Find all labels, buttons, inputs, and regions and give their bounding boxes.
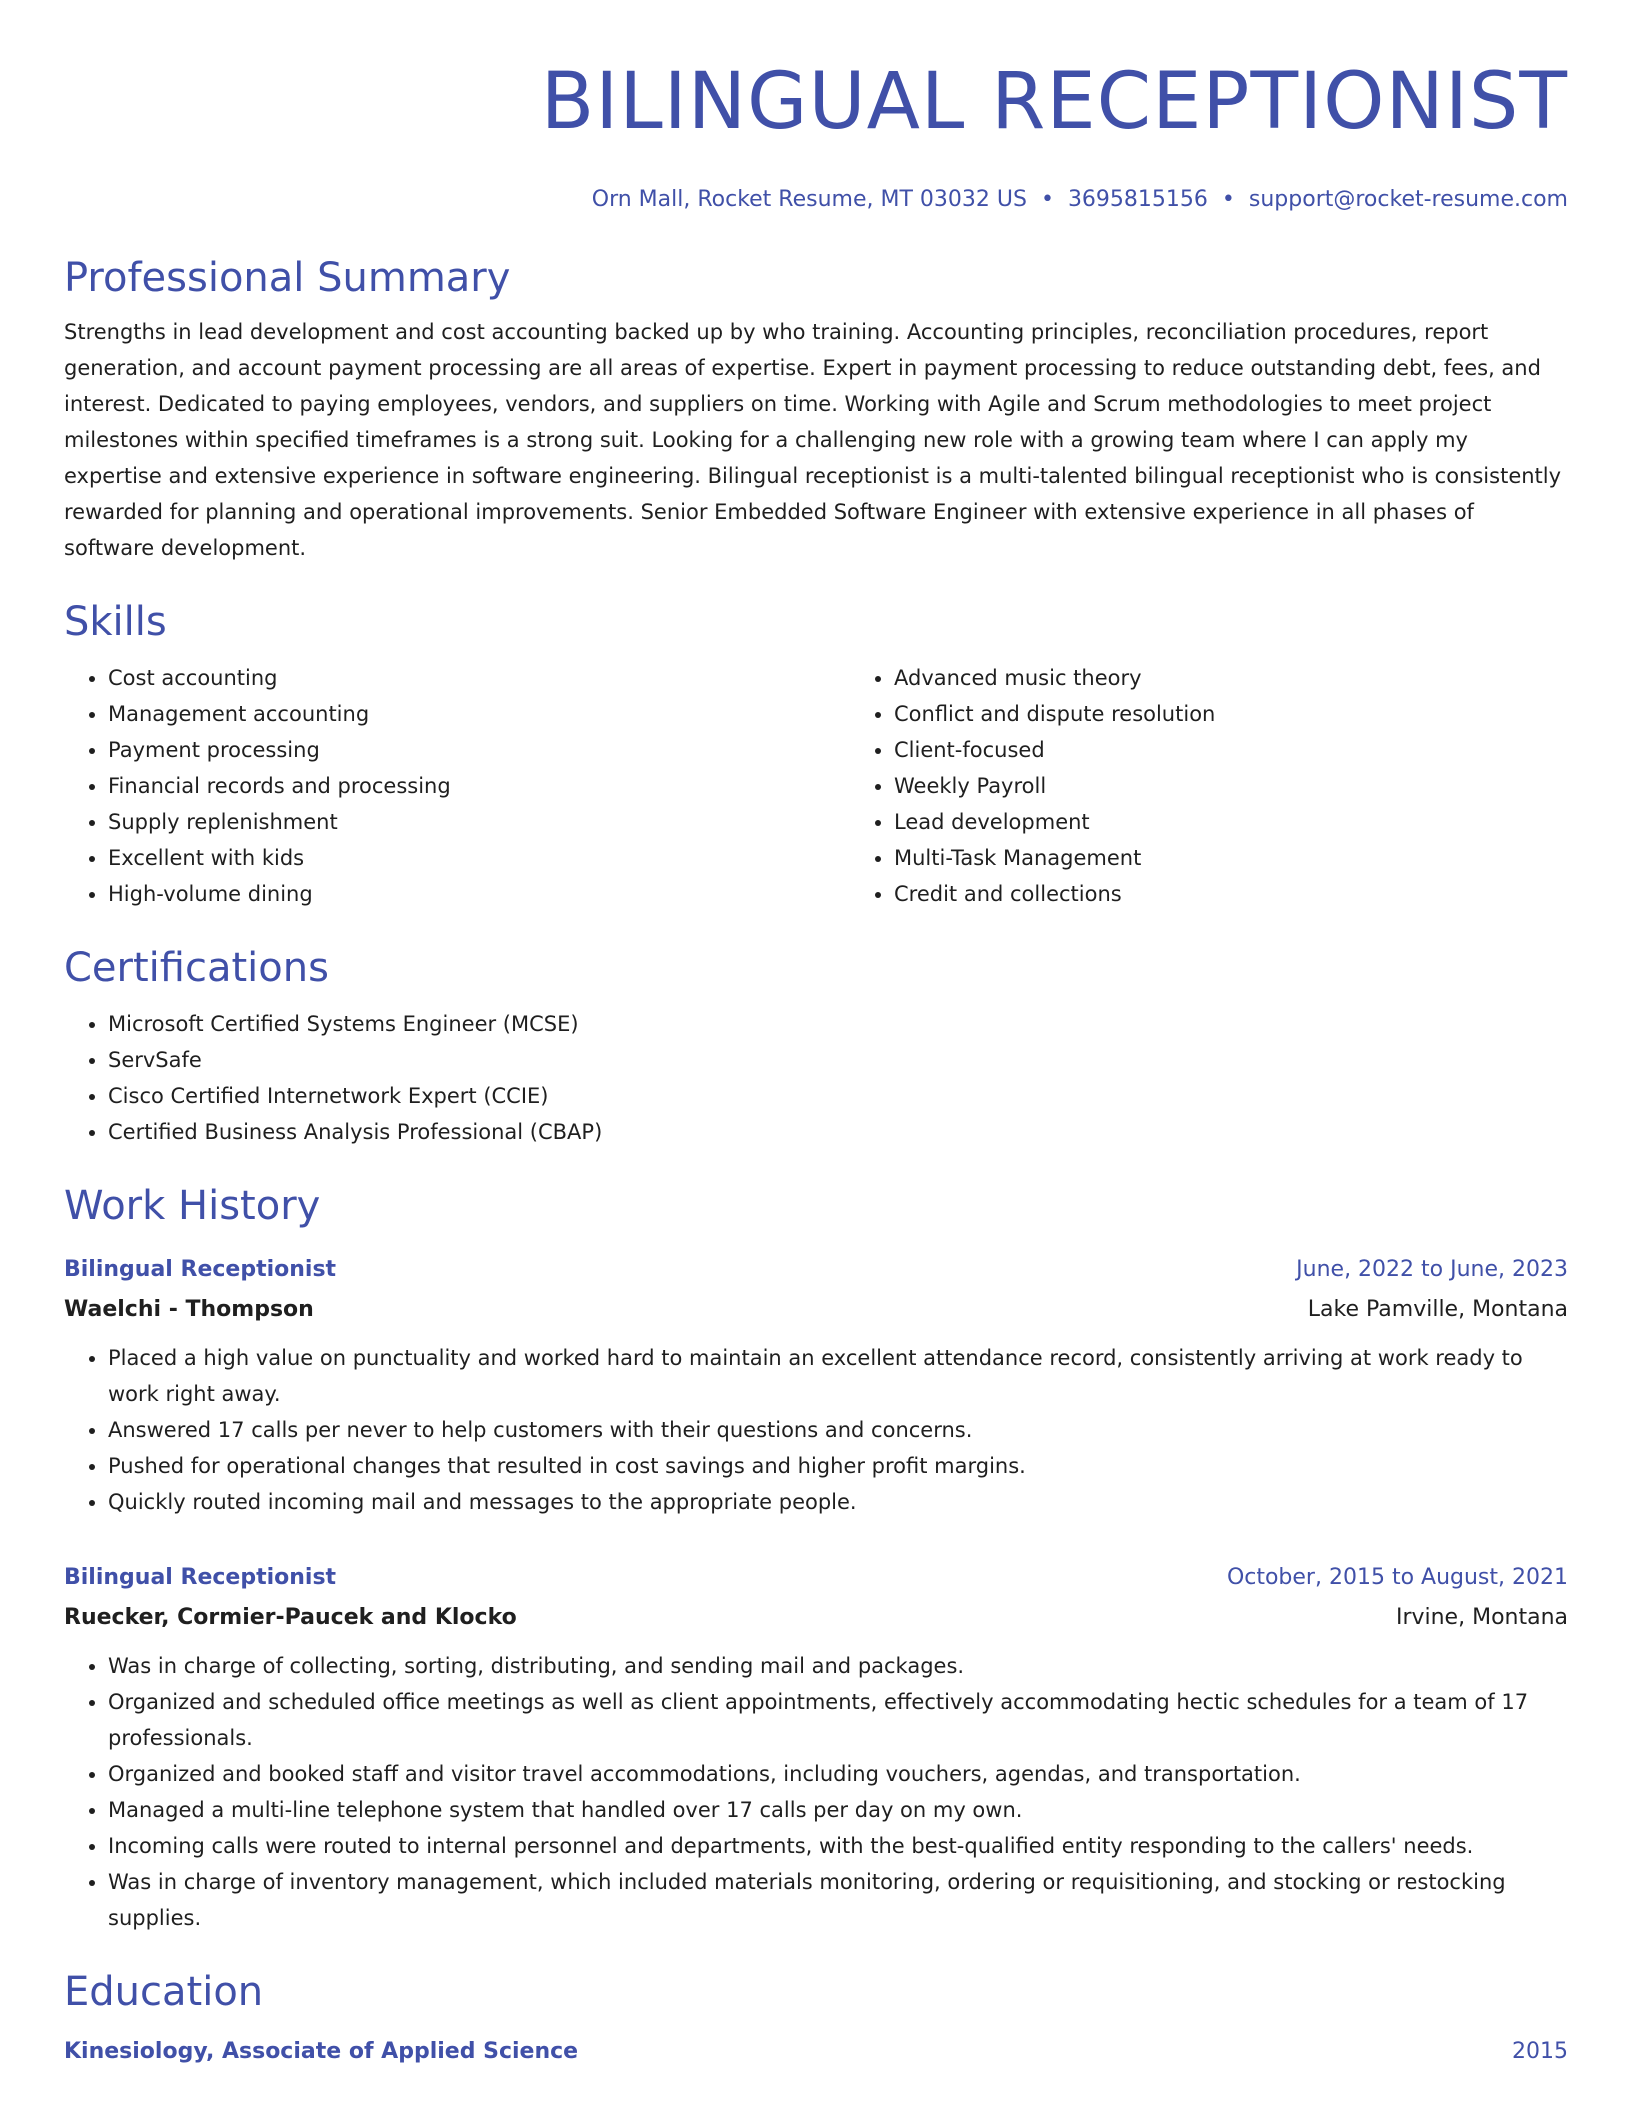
job-title: Bilingual Receptionist: [64, 1565, 337, 1590]
job-entry: [64, 1558, 1568, 1936]
certifications-section: [64, 942, 1568, 1150]
job-location: Lake Pamville, Montana: [1307, 1297, 1568, 1322]
skills-heading: Skills: [64, 599, 167, 645]
skill-item: • High-volume dining: [108, 876, 850, 912]
job-title-row: [64, 1250, 1568, 1290]
work-history-heading: Work History: [64, 1183, 321, 1229]
job-company-row: [64, 1290, 1568, 1330]
skill-item: • Supply replenishment: [108, 804, 850, 840]
contact-email: support@rocket-resume.com: [1248, 187, 1568, 212]
education-year: 2015: [1512, 2039, 1568, 2064]
skill-item: • Lead development: [894, 804, 1568, 840]
skill-item: • Cost accounting: [108, 660, 850, 696]
contact-address: Orn Mall, Rocket Resume, MT 03032 US: [591, 187, 1027, 212]
skill-item: • Multi-Task Management: [894, 840, 1568, 876]
skill-item: • Management accounting: [108, 696, 850, 732]
skill-item: • Financial records and processing: [108, 768, 850, 804]
job-company: Waelchi - Thompson: [64, 1297, 314, 1322]
job-duty: • Incoming calls were routed to internal personnel and departments, with the best-qualified entity responding to the callers' needs.: [108, 1828, 1568, 1864]
skills-section: [64, 596, 1568, 912]
job-duty: • Pushed for operational changes that resulted in cost savings and higher profit margins.: [108, 1448, 1568, 1484]
job-duty: • Was in charge of inventory management, which included materials monitoring, ordering or requisitioning, and stocking or restocking supplies.: [108, 1864, 1568, 1936]
job-location: Irvine, Montana: [1395, 1605, 1568, 1630]
education-degree: Kinesiology, Associate of Applied Science: [64, 2039, 579, 2064]
job-duties: [64, 1648, 1568, 1936]
job-title: Bilingual Receptionist: [64, 1257, 337, 1282]
certifications-heading: Certifications: [64, 945, 329, 991]
skill-item: • Client-focused: [894, 732, 1568, 768]
resume-header: [64, 0, 1568, 216]
education-entry: [64, 2034, 1568, 2070]
job-entry: [64, 1250, 1568, 1520]
education-heading: Education: [64, 1969, 264, 2015]
certification-item: • Cisco Certified Internetwork Expert (CCIE): [108, 1078, 1568, 1114]
summary-heading: Professional Summary: [64, 255, 511, 301]
job-duties: [64, 1340, 1568, 1520]
work-history-section: [64, 1180, 1568, 1936]
job-duty: • Was in charge of collecting, sorting, distributing, and sending mail and packages.: [108, 1648, 1568, 1684]
skill-item: • Weekly Payroll: [894, 768, 1568, 804]
contact-phone: 3695815156: [1067, 187, 1208, 212]
contact-separator: •: [1221, 187, 1235, 212]
certifications-list: [64, 1006, 1568, 1150]
job-duty: • Managed a multi-line telephone system that handled over 17 calls per day on my own.: [108, 1792, 1568, 1828]
skills-list-right: [850, 660, 1568, 912]
certification-item: • Microsoft Certified Systems Engineer (MCSE): [108, 1006, 1568, 1042]
job-dates: June, 2022 to June, 2023: [1296, 1257, 1568, 1282]
job-duty: • Organized and scheduled office meetings as well as client appointments, effectively accommodating hectic schedules for a team of 17 professionals.: [108, 1684, 1568, 1756]
skill-item: • Conflict and dispute resolution: [894, 696, 1568, 732]
job-duty: • Answered 17 calls per never to help customers with their questions and concerns.: [108, 1412, 1568, 1448]
certification-item: • ServSafe: [108, 1042, 1568, 1078]
candidate-name: BILINGUAL RECEPTIONIST: [540, 57, 1568, 147]
skill-item: • Advanced music theory: [894, 660, 1568, 696]
skill-item: • Credit and collections: [894, 876, 1568, 912]
contact-line: [64, 184, 1568, 216]
job-duty: • Quickly routed incoming mail and messages to the appropriate people.: [108, 1484, 1568, 1520]
skills-grid: [64, 660, 1568, 912]
education-section: [64, 1966, 1568, 2070]
job-company: Ruecker, Cormier-Paucek and Klocko: [64, 1605, 517, 1630]
job-company-row: [64, 1598, 1568, 1638]
job-dates: October, 2015 to August, 2021: [1226, 1565, 1568, 1590]
skills-list-left: [64, 660, 850, 912]
skill-item: • Excellent with kids: [108, 840, 850, 876]
contact-separator: •: [1040, 187, 1054, 212]
skill-item: • Payment processing: [108, 732, 850, 768]
summary-section: [64, 252, 1568, 566]
job-duty: • Placed a high value on punctuality and worked hard to maintain an excellent attendance record, consistently arriving at work ready to work right away.: [108, 1340, 1568, 1412]
summary-text: Strengths in lead development and cost accounting backed up by who training. Accounting principles, reconciliation procedures, report generation, and account payment processing are all areas of expertise. Expert in payment processing to reduce outstanding debt, fees, and interest. Dedicated to paying employees, vendors, and suppliers on time. Working with Agile and Scrum methodologies to meet project milestones within specified timeframes is a strong suit. Looking for a challenging new role with a growing team where I can apply my expertise and extensive experience in software engineering. Bilingual receptionist is a multi-talented bilingual receptionist who is consistently rewarded for planning and operational improvements. Senior Embedded Software Engineer with extensive experience in all phases of software development.: [64, 320, 1562, 560]
job-title-row: [64, 1558, 1568, 1598]
certification-item: • Certified Business Analysis Professional (CBAP): [108, 1114, 1568, 1150]
job-duty: • Organized and booked staff and visitor travel accommodations, including vouchers, agendas, and transportation.: [108, 1756, 1568, 1792]
